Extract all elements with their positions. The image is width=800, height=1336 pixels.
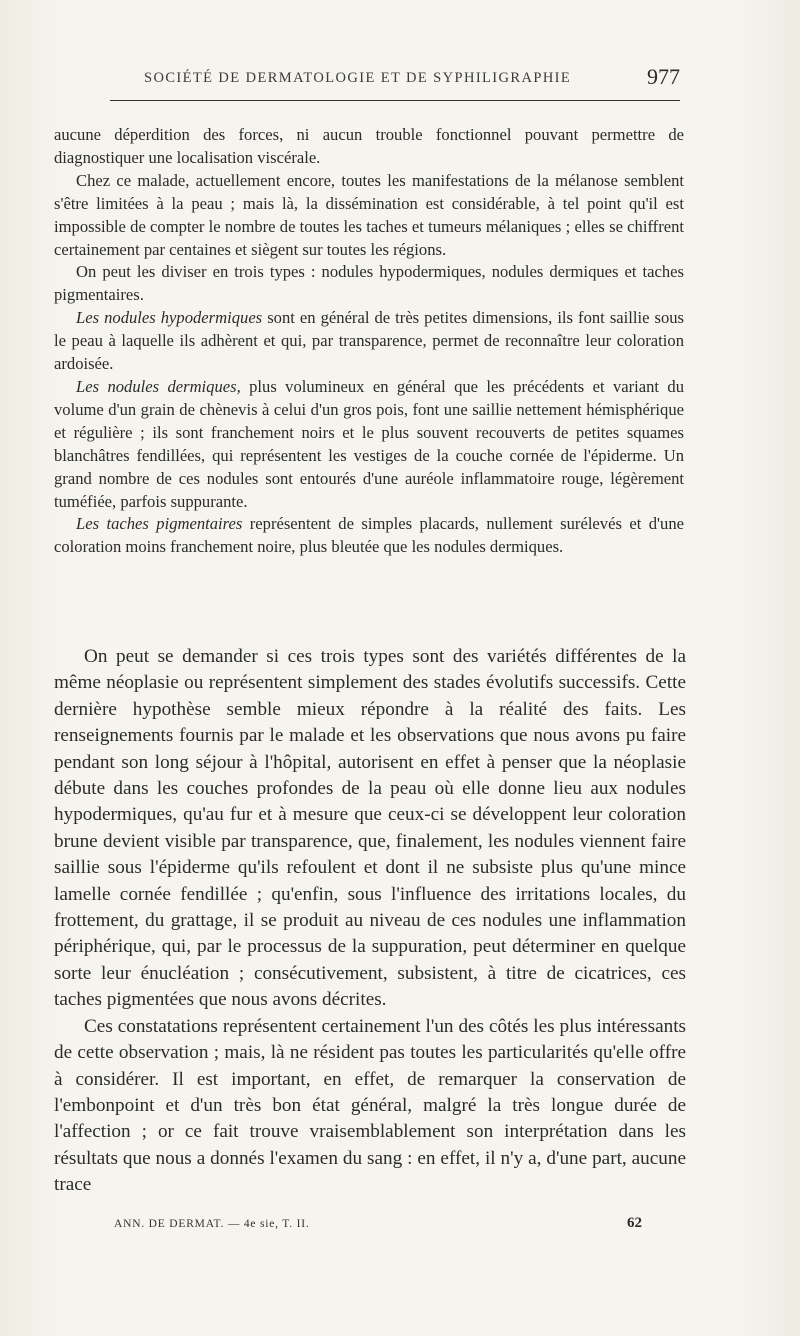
page-footer: [54, 1216, 684, 1238]
paragraph-5: [54, 376, 684, 513]
paragraph-4: [54, 307, 684, 376]
header-rule: [110, 100, 680, 101]
paragraph-1: aucune déperdition des forces, ni aucun trouble fonctionnel pouvant permettre de diagnostiquer une localisation viscérale.: [54, 125, 684, 167]
paragraph-7: On peut se demander si ces trois types sont des variétés différentes de la même néoplasie ou représentent simplement des stades évolutifs successifs. Cette dernière hypothèse semble mieux répondre à la réalité des faits. Les renseignements fournis par le malade et les observations que nous avons pu faire pendant son long séjour à l'hôpital, autorisent en effet à penser que la néoplasie débute dans les couches profondes de la peau où elle donne lieu aux nodules hypodermiques, qu'au fur et à mesure que ceux-ci se développent leur coloration brune devient visible par transparence, que, finalement, les nodules viennent faire saillie sous l'épiderme qu'ils refoulent et dont il ne subsiste plus qu'une mince lamelle cornée fendillée ; qu'enfin, sous l'influence des irritations locales, du frottement, du grattage, il se produit au niveau de ces nodules une inflammation périphérique, qui, par le processus de la suppuration, peut déterminer en quelque sorte leur énucléation ; consécutivement, subsistent, à titre de cicatrices, ces taches pigmentées que nous avons décrites.: [54, 646, 686, 1011]
paragraph-6-italic: Les taches pigmentaires: [76, 514, 243, 534]
paragraph-6: [54, 513, 684, 559]
paragraph-2: Chez ce malade, actuellement encore, toutes les manifestations de la mélanose semblent s'être limitées à la peau ; mais là, la dissémination est considérable, à tel point qu'il est impossible de compter le nombre de toutes les taches et tumeurs mélaniques ; elles se chiffrent certainement par centaines et siègent sur toutes les régions.: [54, 170, 684, 259]
paragraph-5-text: plus volumineux en général que les précédents et variant du volume d'un grain de chènevis à celui d'un gros pois, font une saillie nettement hémisphérique et régulière ; ils sont franchement noirs et le plus souvent recouverts de petites squames blanchâtres fendillées, qui représentent les vestiges de la couche cornée de l'épiderme. Un grand nombre de ces nodules sont entourés d'une auréole inflammatoire rouge, légèrement tuméfiée, parfois suppurante.: [54, 376, 685, 511]
paragraph-3: On peut les diviser en trois types : nodules hypodermiques, nodules dermiques et taches pigmentaires.: [54, 262, 684, 305]
footer-journal: ANN. DE DERMAT. — 4e sie, T. II.: [114, 1218, 310, 1230]
body-large-text: [54, 644, 686, 1199]
paragraph-8: Ces constatations représentent certainement l'un des côtés les plus intéressants de cette observation ; mais, là ne résident pas toutes les particularités qu'elle offre à considérer. Il est important, en effet, de remarquer la conservation de l'embonpoint et d'un très bon état général, malgré la très longue durée de l'affection ; or ce fait trouve vraisemblablement son interprétation dans les résultats que nous a donnés l'examen du sang : en effet, il n'y a, d'une part, aucune trace: [54, 1015, 686, 1196]
page-number: 977: [647, 64, 680, 89]
body-small-text: [54, 124, 684, 559]
running-head: [60, 64, 680, 96]
footer-signature: 62: [627, 1215, 642, 1231]
running-title: SOCIÉTÉ DE DERMATOLOGIE ET DE SYPHILIGRAPHIE: [144, 70, 572, 86]
paragraph-4-italic: Les nodules hypodermiques: [76, 308, 263, 328]
paragraph-5-italic: Les nodules dermiques,: [76, 376, 241, 396]
paragraph-6-text: représentent de simples placards, nullement surélevés et d'une coloration moins franchement noire, plus bleutée que les nodules dermiques.: [54, 514, 684, 557]
paragraph-4-text: sont en général de très petites dimensions, ils font saillie sous le peau à laquelle ils adhèrent et qui, par transparence, permet de reconnaître leur coloration ardoisée.: [54, 308, 685, 374]
